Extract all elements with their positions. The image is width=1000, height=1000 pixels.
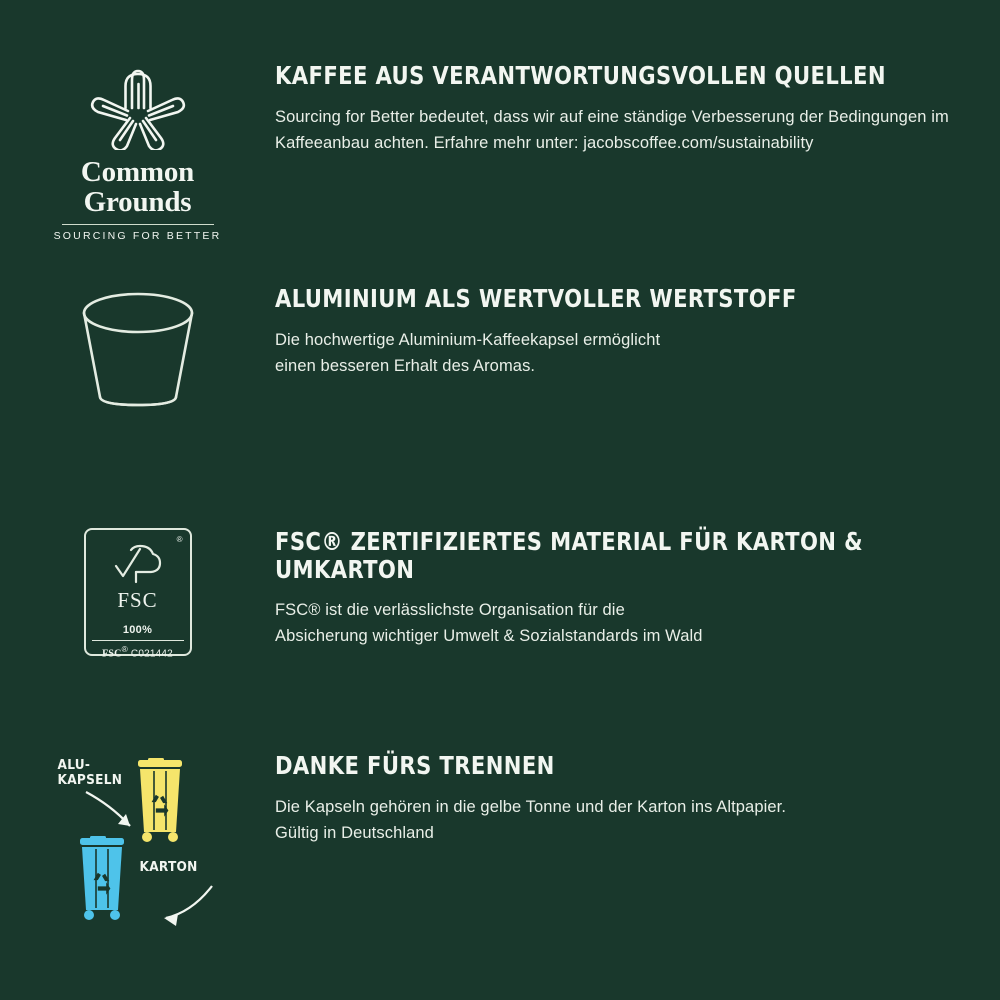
- logo-name-line1: Common: [80, 156, 195, 188]
- logo-tagline: SOURCING FOR BETTER: [53, 230, 222, 243]
- fsc-code-prefix: FSC: [102, 648, 122, 660]
- fsc-certificate-icon: [84, 528, 192, 660]
- fsc-code: [86, 644, 190, 659]
- section-aluminium: [0, 285, 1000, 425]
- arrow-alu-to-yellow-icon: [82, 786, 142, 842]
- section-title: FSC® ZERTIFIZIERTES MATERIAL FÜR KARTON & UMKARTON: [275, 527, 863, 584]
- section-title: KAFFEE AUS VERANTWORTUNGSVOLLEN QUELLEN: [275, 61, 886, 90]
- section-body-line1: Die Kapseln gehören in die gelbe Tonne und der Karton ins Altpapier.: [275, 797, 787, 816]
- section-fsc: [0, 527, 1000, 660]
- common-grounds-mark-icon: [82, 62, 194, 150]
- section-body-line2: Gültig in Deutschland: [275, 823, 434, 842]
- common-grounds-logo: [48, 62, 228, 242]
- label-karton: KARTON: [139, 859, 198, 875]
- fsc-divider: [92, 640, 184, 641]
- recycling-bins-icon: [58, 752, 218, 932]
- label-alu-kapseln: [58, 758, 123, 788]
- icon-column: [0, 62, 275, 242]
- section-title: ALUMINIUM ALS WERTVOLLER WERTSTOFF: [275, 284, 797, 313]
- icon-column: [0, 752, 275, 932]
- fsc-code-registered: ®: [121, 644, 128, 654]
- blue-bin-icon: [70, 836, 134, 922]
- fsc-word: FSC: [117, 588, 158, 612]
- section-body-line1: FSC® ist die verlässlichste Organisation für die: [275, 601, 625, 619]
- logo-name-line2: Grounds: [83, 185, 192, 218]
- fsc-percent: 100%: [122, 624, 153, 636]
- section-separation: [0, 752, 1000, 932]
- text-column: [275, 285, 1000, 379]
- arrow-karton-to-blue-icon: [150, 878, 218, 930]
- text-column: [275, 62, 1000, 156]
- section-body-line1: Die hochwertige Aluminium-Kaffeekapsel ermöglicht: [275, 330, 661, 349]
- text-column: [275, 528, 1000, 649]
- fsc-code-number: C021442: [130, 648, 173, 660]
- section-responsible-sourcing: [0, 62, 1000, 242]
- text-column: [275, 752, 1000, 846]
- section-body: Sourcing for Better bedeutet, dass wir auf eine ständige Verbesserung der Bedingungen im Kaffeeanbau achten. Erfahre mehr unter: jacobscoffee.com/sustainability: [275, 107, 949, 152]
- label-alu-line2: KAPSELN: [57, 772, 123, 789]
- coffee-capsule-icon: [73, 285, 203, 425]
- icon-column: [0, 528, 275, 660]
- label-alu-line1: ALU-: [57, 757, 91, 773]
- fsc-registered-mark: ®: [176, 535, 183, 544]
- section-body-line2: Absicherung wichtiger Umwelt & Sozialstandards im Wald: [275, 627, 703, 646]
- logo-divider: [62, 224, 214, 225]
- icon-column: [0, 285, 275, 425]
- section-title: DANKE FÜRS TRENNEN: [275, 751, 555, 780]
- section-body-line2: einen besseren Erhalt des Aromas.: [275, 356, 536, 375]
- fsc-tree-checkmark-icon: [110, 542, 166, 586]
